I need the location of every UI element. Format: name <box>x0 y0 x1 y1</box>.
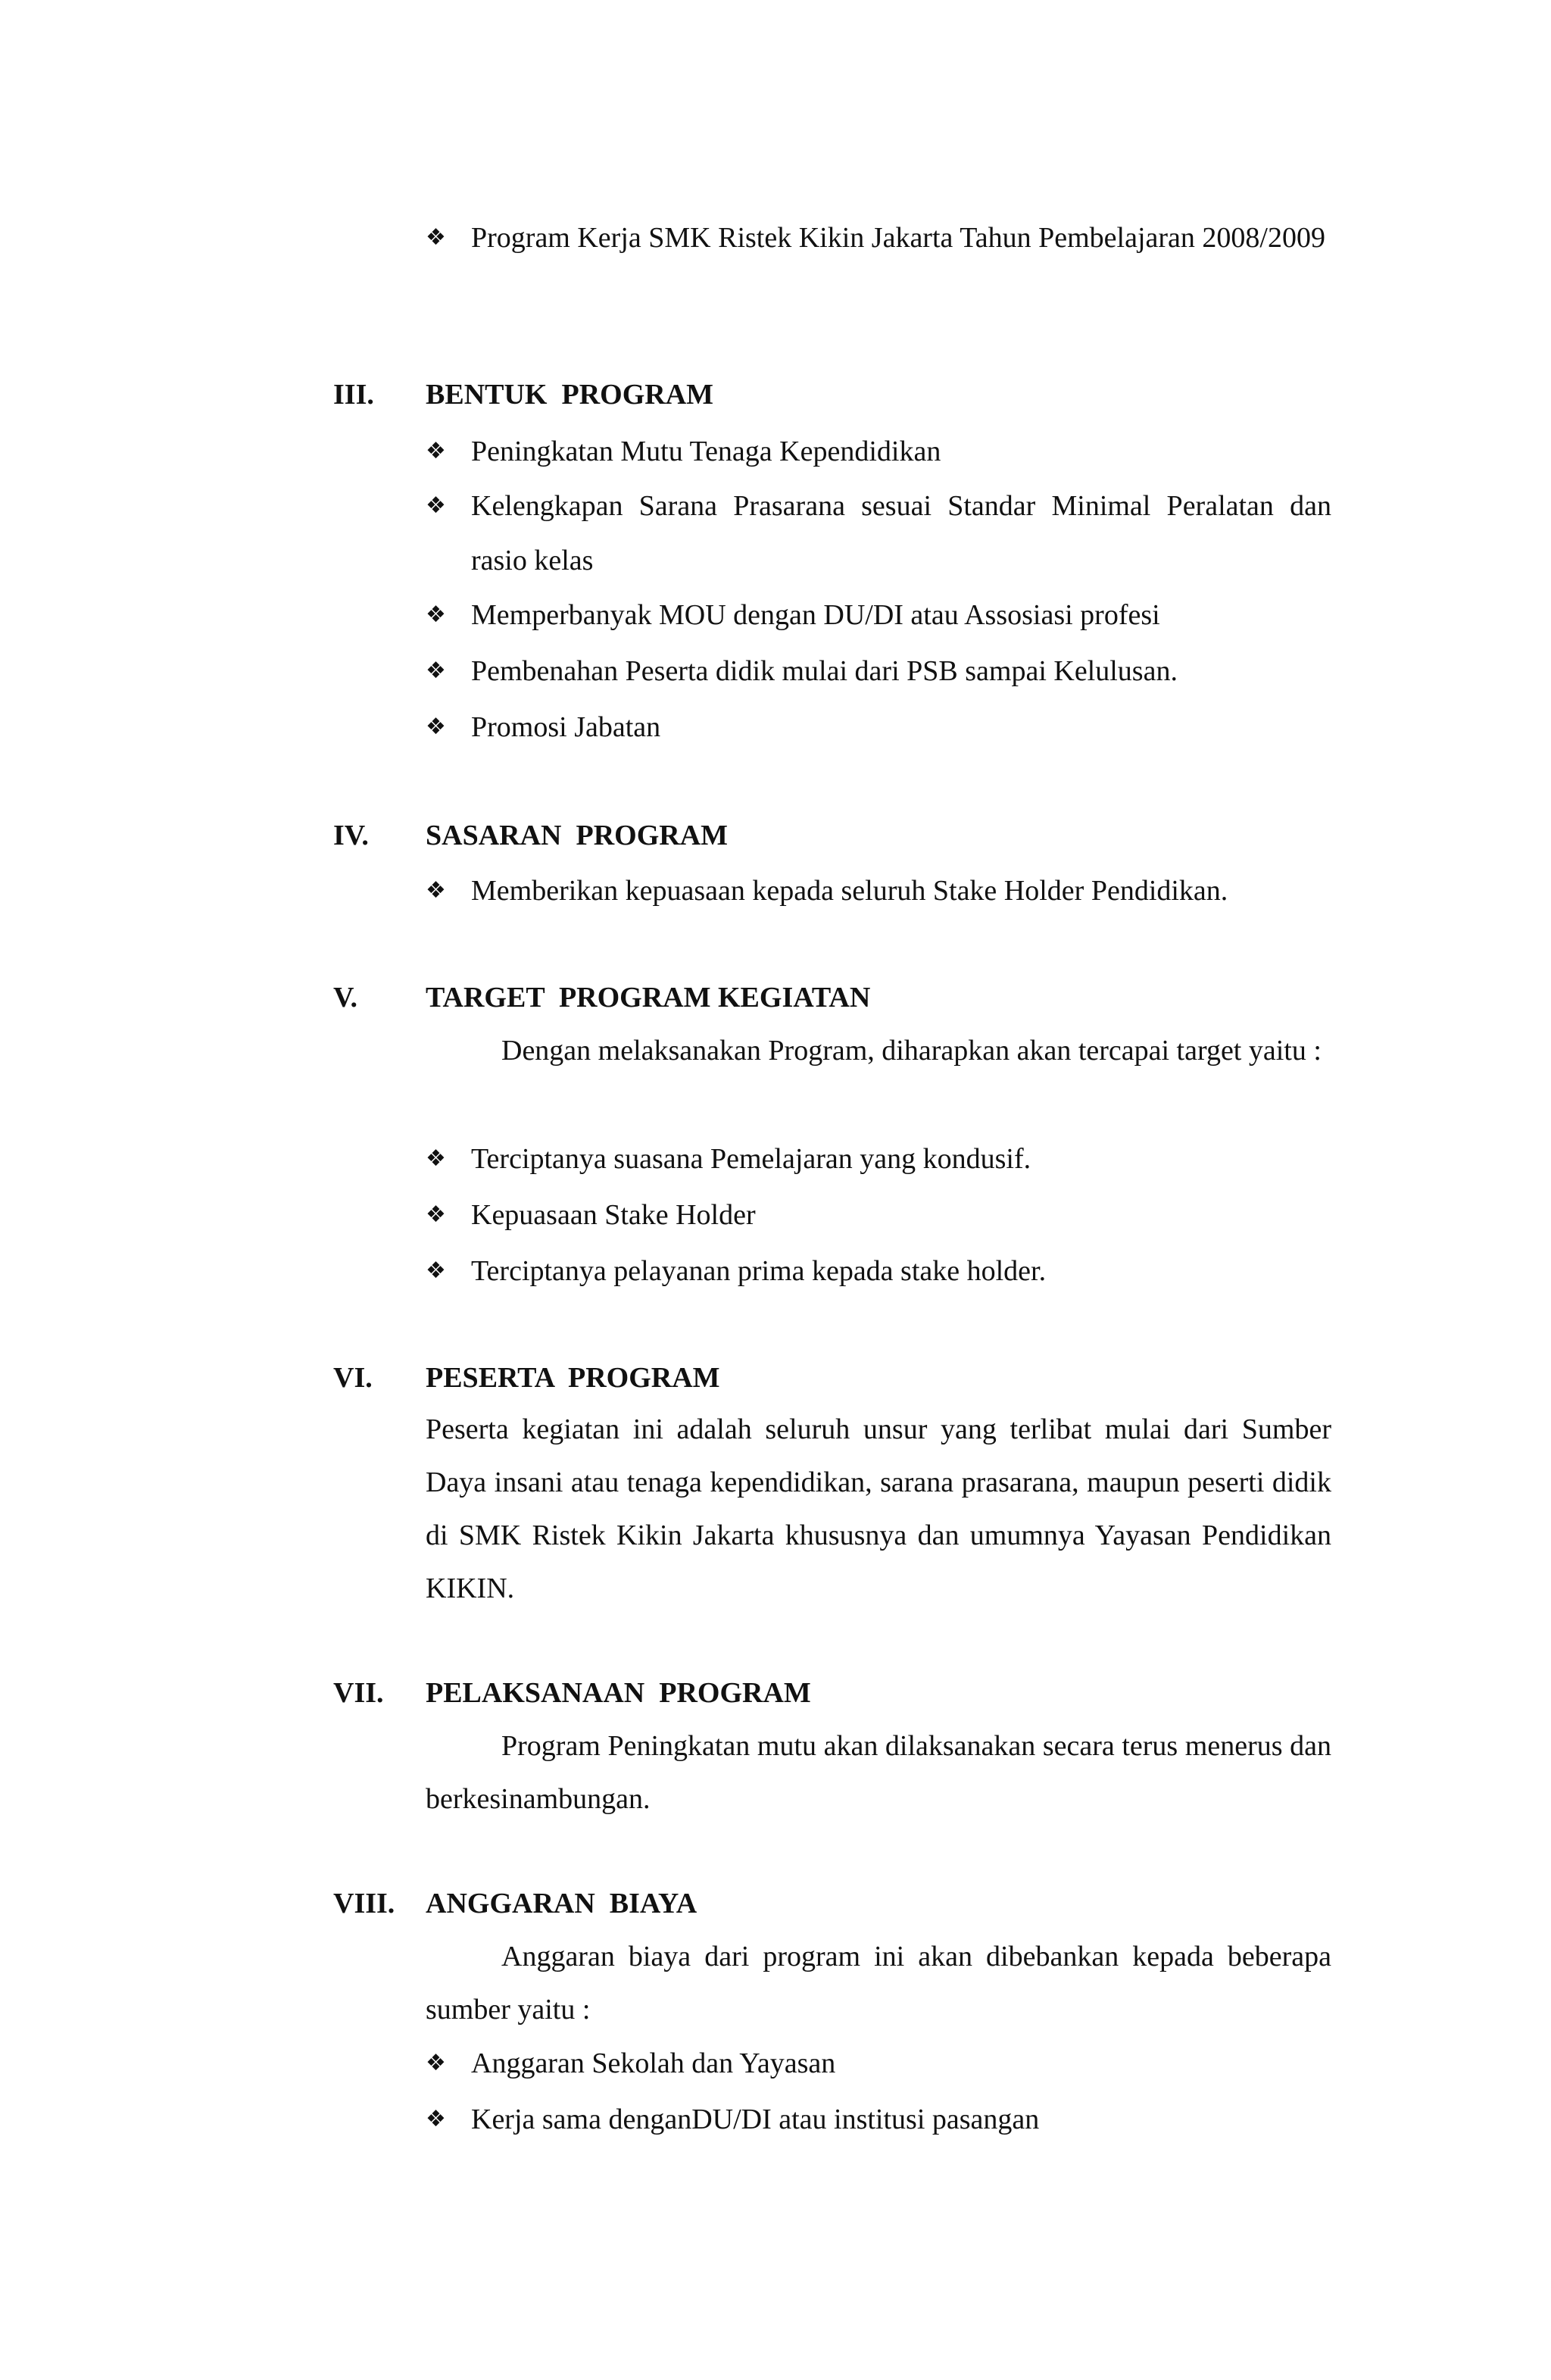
diamond-bullet-icon: ❖ <box>426 1257 446 1284</box>
section-title: TARGET PROGRAM KEGIATAN <box>426 982 871 1014</box>
list-item-text: Terciptanya suasana Pemelajaran yang kondusif. <box>471 1143 1031 1175</box>
list-item <box>426 588 1331 642</box>
section-title: PESERTA PROGRAM <box>426 1362 720 1394</box>
list-item-text: Kepuasaan Stake Holder <box>471 1199 756 1231</box>
section-number: V. <box>333 982 358 1014</box>
section-title: PELAKSANAAN PROGRAM <box>426 1677 811 1709</box>
list-item <box>426 1188 1331 1242</box>
list-item <box>426 864 1331 918</box>
section-number: III. <box>333 379 374 411</box>
diamond-bullet-icon: ❖ <box>426 601 446 628</box>
section-number: VII. <box>333 1677 384 1709</box>
list-item-text: Kelengkapan Sarana Prasarana sesuai Standar Minimal Peralatan dan rasio kelas <box>471 490 1331 576</box>
diamond-bullet-icon: ❖ <box>426 2106 446 2132</box>
list-item <box>426 2092 1331 2147</box>
list-item <box>426 424 1331 479</box>
diamond-bullet-icon: ❖ <box>426 1145 446 1172</box>
section-paragraph: Program Peningkatan mutu akan dilaksanakan secara terus menerus dan berkesinambungan. <box>426 1730 1331 1815</box>
diamond-bullet-icon: ❖ <box>426 1201 446 1228</box>
section-number: IV. <box>333 820 369 851</box>
list-item <box>426 644 1331 698</box>
diamond-bullet-icon: ❖ <box>426 2050 446 2076</box>
section-paragraph: Peserta kegiatan ini adalah seluruh unsur yang terlibat mulai dari Sumber Daya insani atau tenaga kependidikan, sarana prasarana, maupun peserti didik di SMK Ristek Kikin Jakarta khususnya dan umumnya Yayasan Pendidikan KIKIN. <box>426 1413 1331 1604</box>
diamond-bullet-icon: ❖ <box>426 492 446 519</box>
list-item-text: Terciptanya pelayanan prima kepada stake holder. <box>471 1255 1047 1287</box>
section-title: BENTUK PROGRAM <box>426 379 713 411</box>
diamond-bullet-icon: ❖ <box>426 224 446 251</box>
diamond-bullet-icon: ❖ <box>426 714 446 740</box>
list-item-text: Peningkatan Mutu Tenaga Kependidikan <box>471 436 941 467</box>
list-item <box>426 1244 1331 1298</box>
list-item-text: Program Kerja SMK Ristek Kikin Jakarta Tahun Pembelajaran 2008/2009 <box>471 222 1325 254</box>
section-title: SASARAN PROGRAM <box>426 820 728 851</box>
list-item <box>426 479 1331 588</box>
list-item-text: Kerja sama denganDU/DI atau institusi pasangan <box>471 2104 1040 2135</box>
section-title: ANGGARAN BIAYA <box>426 1888 697 1919</box>
list-item <box>426 1132 1331 1186</box>
section-paragraph: Anggaran biaya dari program ini akan dibebankan kepada beberapa sumber yaitu : <box>426 1941 1331 2025</box>
diamond-bullet-icon: ❖ <box>426 438 446 464</box>
diamond-bullet-icon: ❖ <box>426 657 446 684</box>
list-item-text: Memperbanyak MOU dengan DU/DI atau Assosiasi profesi <box>471 599 1160 631</box>
list-item <box>426 700 1331 754</box>
section-number: VIII. <box>333 1888 395 1919</box>
list-item-text: Promosi Jabatan <box>471 711 661 743</box>
list-item-text: Anggaran Sekolah dan Yayasan <box>471 2047 836 2079</box>
section-paragraph: Dengan melaksanakan Program, diharapkan akan tercapai target yaitu : <box>501 1035 1322 1067</box>
list-item-text: Memberikan kepuasaan kepada seluruh Stake Holder Pendidikan. <box>471 875 1228 907</box>
list-item <box>426 211 1331 265</box>
list-item <box>426 2036 1331 2091</box>
list-item-text: Pembenahan Peserta didik mulai dari PSB sampai Kelulusan. <box>471 655 1178 687</box>
section-number: VI. <box>333 1362 373 1394</box>
diamond-bullet-icon: ❖ <box>426 877 446 904</box>
